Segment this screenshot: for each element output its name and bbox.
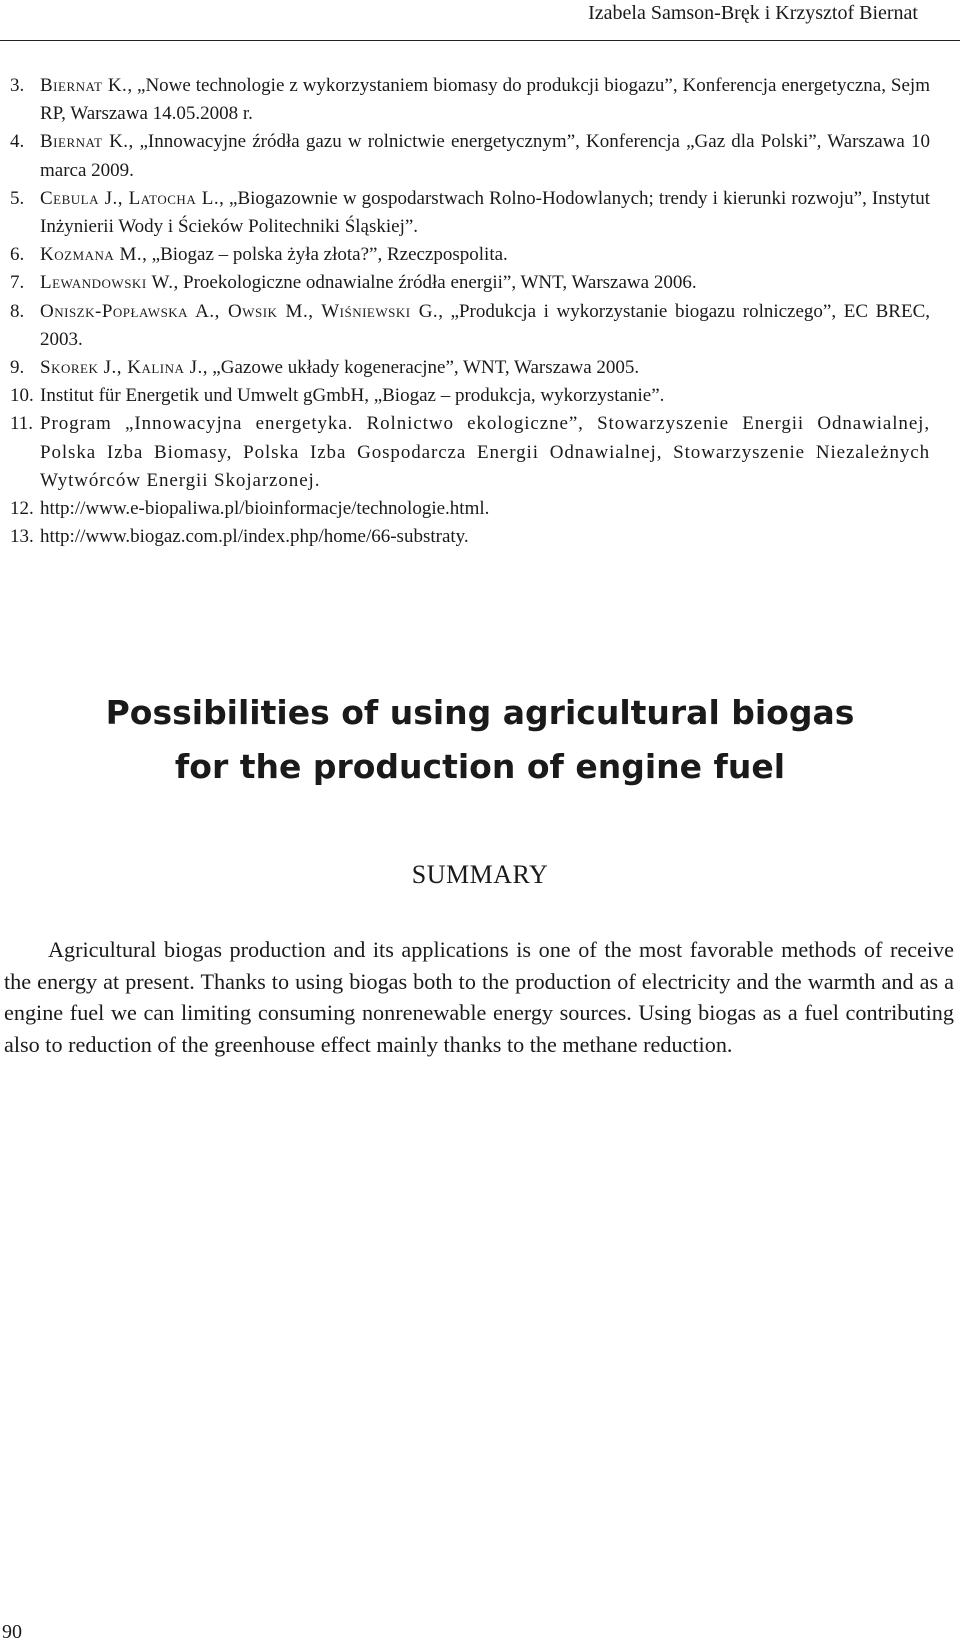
reference-author: Biernat K. bbox=[40, 75, 128, 96]
reference-text: , „Nowe technologie z wykorzystaniem biomasy do produkcji biogazu”, Konferencja energetyczna, Sejm RP, Warszawa 14.05.2008 r. bbox=[40, 75, 930, 125]
reference-body bbox=[40, 72, 930, 128]
reference-body bbox=[40, 128, 930, 184]
header-author: Izabela Samson-Bręk i Krzysztof Biernat bbox=[588, 2, 918, 24]
reference-text: , Proekologiczne odnawialne źródła energii”, WNT, Warszawa 2006. bbox=[173, 272, 697, 294]
reference-number: 11. bbox=[10, 413, 34, 435]
reference-text: , „Biogazownie w gospodarstwach Rolno-Hodowlanych; trendy i kierunki rozwoju”, Instytut Inżynierii Wody i Ścieków Politechniki Śląskiej”. bbox=[40, 187, 930, 238]
reference-number: 9. bbox=[10, 357, 25, 379]
reference-item bbox=[10, 354, 930, 382]
running-header bbox=[0, 0, 960, 41]
reference-text: Program „Innowacyjna energetyka. Rolnictwo ekologiczne”, Stowarzyszenie Energii Odnawialnej, Polska Izba Biomasy, Polska Izba Gospodarcza Energii Odnawialnej, Stowarzyszenie Niezależnych Wytwórców Energii Skojarzonej. bbox=[40, 413, 930, 491]
title-line: Possibilities of using agricultural biogas bbox=[105, 693, 855, 732]
reference-body bbox=[40, 410, 930, 495]
reference-author: Skorek J., Kalina J. bbox=[40, 357, 203, 379]
reference-text: , „Produkcja i wykorzystanie biogazu rolniczego”, EC BREC, 2003. bbox=[40, 300, 931, 350]
reference-item bbox=[10, 128, 930, 184]
reference-author: Kozmana M. bbox=[40, 244, 143, 266]
reference-number: 7. bbox=[10, 272, 25, 294]
reference-item bbox=[10, 495, 930, 523]
reference-author: Biernat K. bbox=[40, 131, 129, 153]
article-title bbox=[0, 686, 960, 794]
reference-number: 5. bbox=[10, 187, 25, 209]
summary-paragraph: Agricultural biogas production and its applications is one of the most favorable methods of receive the energy at present. Thanks to using biogas both to the production of electricity and the warmth and as a engine fuel we can limiting consuming nonrenewable energy sources. Using biogas as a fuel contributing also to reduction of the greenhouse effect mainly thanks to the methane reduction. bbox=[4, 937, 954, 1057]
reference-body bbox=[40, 241, 930, 269]
reference-number: 10. bbox=[10, 385, 34, 407]
reference-number: 6. bbox=[10, 244, 25, 266]
reference-author: Cebula J., Latocha L. bbox=[40, 187, 220, 209]
reference-item bbox=[10, 298, 930, 354]
reference-item bbox=[10, 241, 930, 269]
reference-body bbox=[40, 298, 930, 354]
reference-text: , „Innowacyjne źródła gazu w rolnictwie energetycznym”, Konferencja „Gaz dla Polski”, Warszawa 10 marca 2009. bbox=[40, 131, 930, 181]
reference-number: 8. bbox=[10, 300, 25, 322]
reference-body bbox=[40, 382, 930, 410]
reference-number: 3. bbox=[10, 75, 25, 96]
reference-number: 4. bbox=[10, 131, 25, 153]
reference-number: 12. bbox=[10, 498, 34, 520]
reference-text: , „Biogaz – polska żyła złota?”, Rzeczpospolita. bbox=[142, 244, 508, 266]
reference-item bbox=[10, 410, 930, 495]
reference-item bbox=[10, 269, 930, 297]
reference-body bbox=[40, 495, 930, 523]
reference-body bbox=[40, 269, 930, 297]
reference-text: , „Gazowe układy kogeneracjne”, WNT, Warszawa 2005. bbox=[202, 357, 640, 379]
reference-body bbox=[40, 354, 930, 382]
reference-number: 13. bbox=[10, 526, 34, 548]
title-line: for the production of engine fuel bbox=[174, 747, 786, 786]
reference-body bbox=[40, 523, 930, 551]
reference-body bbox=[40, 185, 930, 241]
reference-author: Lewandowski W. bbox=[40, 272, 174, 294]
reference-text: Institut für Energetik und Umwelt gGmbH, „Biogaz – produkcja, wykorzystanie”. bbox=[40, 385, 665, 407]
reference-item bbox=[10, 523, 930, 551]
page-number: 90 bbox=[2, 1621, 22, 1643]
summary-heading: SUMMARY bbox=[411, 860, 549, 889]
reference-item bbox=[10, 72, 930, 128]
reference-author: Oniszk-Popławska A., Owsik M., Wiśniewski G. bbox=[40, 300, 439, 322]
reference-list bbox=[10, 72, 930, 551]
reference-url: http://www.biogaz.com.pl/index.php/home/66-substraty. bbox=[40, 526, 469, 548]
reference-item bbox=[10, 382, 930, 410]
reference-item bbox=[10, 185, 930, 241]
reference-url: http://www.e-biopaliwa.pl/bioinformacje/technologie.html. bbox=[40, 498, 490, 520]
